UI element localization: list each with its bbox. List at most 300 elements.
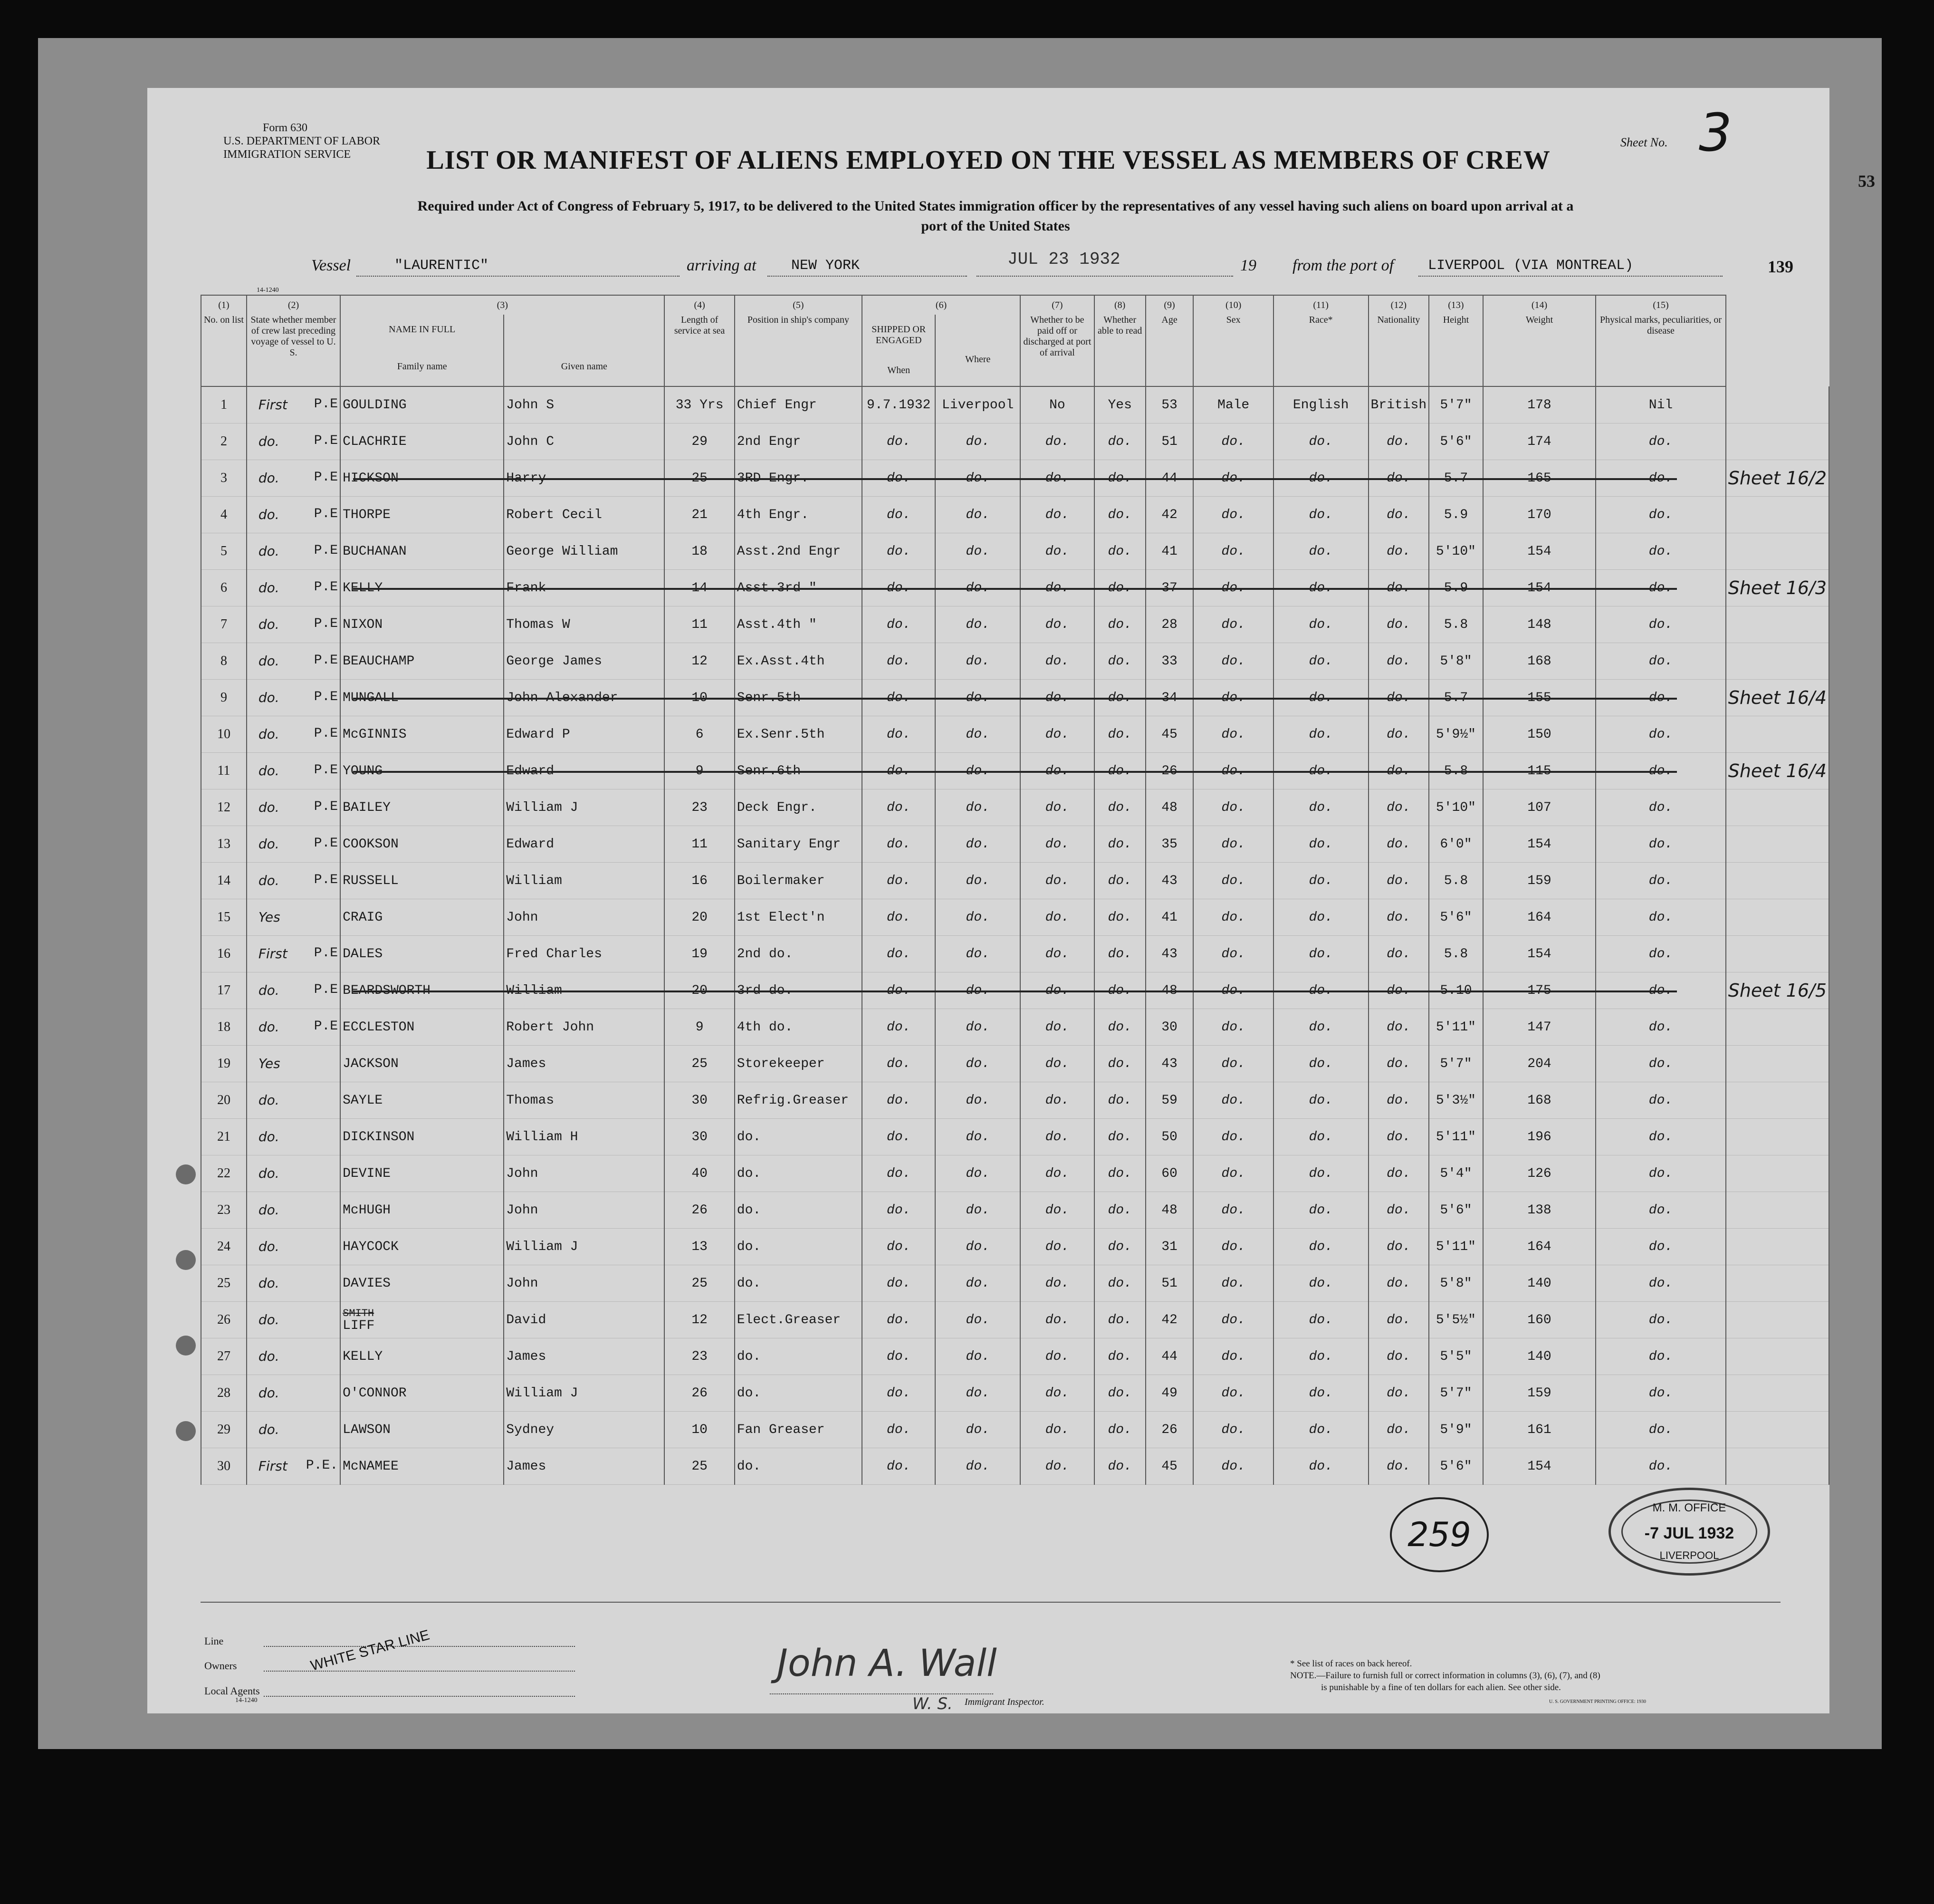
cell-where: Liverpool xyxy=(935,386,1020,423)
cell-remarks xyxy=(1726,716,1829,753)
cell-no: 19 xyxy=(201,1046,247,1082)
cell-height: 5'8" xyxy=(1429,1265,1483,1302)
cell-length: 23 xyxy=(664,789,734,826)
cell-no: 13 xyxy=(201,826,247,863)
cell-state xyxy=(247,423,340,460)
cell-length: 30 xyxy=(664,1119,734,1155)
cell-family: BEAUCHAMP xyxy=(340,643,504,680)
cell-nat: do. xyxy=(1369,716,1429,753)
cell-sex: do. xyxy=(1193,533,1273,570)
header-marks: Physical marks, peculiarities, or disease xyxy=(1596,315,1725,386)
cell-position: 1st Elect'n xyxy=(735,899,862,936)
cell-given: Thomas xyxy=(504,1082,664,1119)
cell-race: do. xyxy=(1273,460,1369,497)
cell-race: do. xyxy=(1273,826,1369,863)
cell-no: 18 xyxy=(201,1009,247,1046)
cell-weight: 164 xyxy=(1483,1229,1596,1265)
cell-length: 25 xyxy=(664,460,734,497)
cell-no: 17 xyxy=(201,972,247,1009)
cell-sex: do. xyxy=(1193,1448,1273,1485)
cell-sex: do. xyxy=(1193,1009,1273,1046)
cell-position: Senr.5th xyxy=(735,680,862,716)
cell-sex: do. xyxy=(1193,643,1273,680)
cell-family: DICKINSON xyxy=(340,1119,504,1155)
cell-state xyxy=(247,936,340,972)
cell-read: do. xyxy=(1094,1338,1146,1375)
state-value: do. xyxy=(258,1311,279,1327)
cell-where: do. xyxy=(935,1448,1020,1485)
cell-when: do. xyxy=(862,1119,935,1155)
pe-mark: P.E. xyxy=(306,1458,338,1473)
cell-state xyxy=(247,1229,340,1265)
cell-length: 12 xyxy=(664,643,734,680)
cell-read: do. xyxy=(1094,497,1146,533)
cell-given: James xyxy=(504,1338,664,1375)
cell-paid: do. xyxy=(1020,423,1094,460)
cell-where: do. xyxy=(935,1265,1020,1302)
header-shipped-engaged: SHIPPED OR ENGAGED xyxy=(871,324,926,346)
signature-underline xyxy=(770,1693,993,1694)
document-subtitle xyxy=(204,196,1787,236)
cell-length: 11 xyxy=(664,606,734,643)
cell-length: 10 xyxy=(664,1412,734,1448)
cell-height: 5'11" xyxy=(1429,1229,1483,1265)
cell-paid: do. xyxy=(1020,863,1094,899)
cell-family: DEVINE xyxy=(340,1155,504,1192)
cell-family: DAVIES xyxy=(340,1265,504,1302)
state-value: do. xyxy=(258,543,279,559)
cell-remarks xyxy=(1726,972,1829,1009)
punch-hole xyxy=(176,1164,196,1184)
cell-when: do. xyxy=(862,1192,935,1229)
cell-state xyxy=(247,826,340,863)
cell-height: 5.8 xyxy=(1429,753,1483,789)
cell-weight: 154 xyxy=(1483,826,1596,863)
cell-sex: do. xyxy=(1193,1046,1273,1082)
cell-state xyxy=(247,570,340,606)
cell-age: 42 xyxy=(1146,497,1194,533)
cell-paid: do. xyxy=(1020,1082,1094,1119)
cell-height: 5'7" xyxy=(1429,386,1483,423)
cell-family: THORPE xyxy=(340,497,504,533)
cell-nat: British xyxy=(1369,386,1429,423)
subtitle-line-1: Required under Act of Congress of February 5, 1917, to be delivered to the United States immigration officer by the representatives of any vessel having such aliens on board upon arrival at a xyxy=(417,198,1574,214)
state-value: do. xyxy=(258,1019,279,1035)
state-value: do. xyxy=(258,616,279,632)
cell-given: Edward xyxy=(504,753,664,789)
crew-row-16 xyxy=(201,936,1829,972)
state-value: do. xyxy=(258,726,279,742)
cell-age: 59 xyxy=(1146,1082,1194,1119)
cell-paid: do. xyxy=(1020,1302,1094,1338)
cell-read: do. xyxy=(1094,423,1146,460)
cell-no: 11 xyxy=(201,753,247,789)
cell-marks: do. xyxy=(1596,1119,1725,1155)
cell-state xyxy=(247,1082,340,1119)
cell-where: do. xyxy=(935,826,1020,863)
cell-given: George James xyxy=(504,643,664,680)
cell-when: do. xyxy=(862,1082,935,1119)
cell-length: 9 xyxy=(664,1009,734,1046)
cell-read: do. xyxy=(1094,1229,1146,1265)
cell-position: 2nd Engr xyxy=(735,423,862,460)
cell-race: do. xyxy=(1273,1229,1369,1265)
cell-no: 15 xyxy=(201,899,247,936)
cell-read: do. xyxy=(1094,533,1146,570)
cell-state xyxy=(247,1448,340,1485)
state-value: do. xyxy=(258,982,279,998)
cell-where: do. xyxy=(935,1009,1020,1046)
cell-given: George William xyxy=(504,533,664,570)
cell-state xyxy=(247,1265,340,1302)
penalty-note-1: NOTE.—Failure to furnish full or correct information in columns (3), (6), (7), and (8) xyxy=(1290,1671,1600,1681)
cell-marks: Nil xyxy=(1596,386,1725,423)
arriving-underline xyxy=(767,276,967,277)
cell-nat: do. xyxy=(1369,1412,1429,1448)
cell-race: do. xyxy=(1273,1082,1369,1119)
cell-where: do. xyxy=(935,570,1020,606)
arriving-port: NEW YORK xyxy=(791,258,860,274)
cell-age: 48 xyxy=(1146,789,1194,826)
colnum-8: (8) xyxy=(1094,295,1146,315)
cell-read: Yes xyxy=(1094,386,1146,423)
cell-state xyxy=(247,863,340,899)
cell-weight: 175 xyxy=(1483,972,1596,1009)
state-value: do. xyxy=(258,470,279,486)
cell-length: 11 xyxy=(664,826,734,863)
cell-position: Deck Engr. xyxy=(735,789,862,826)
cell-family: McNAMEE xyxy=(340,1448,504,1485)
cell-age: 53 xyxy=(1146,386,1194,423)
crew-row-29 xyxy=(201,1412,1829,1448)
cell-remarks xyxy=(1726,497,1829,533)
state-value: do. xyxy=(258,1238,279,1254)
cell-state xyxy=(247,1338,340,1375)
cell-remarks xyxy=(1726,1119,1829,1155)
state-value: do. xyxy=(258,1348,279,1364)
header-height: Height xyxy=(1429,315,1483,386)
crew-row-1 xyxy=(201,386,1829,423)
cell-remarks xyxy=(1726,533,1829,570)
subtitle-line-2: port of the United States xyxy=(921,218,1070,234)
cell-marks: do. xyxy=(1596,1375,1725,1412)
cell-length: 16 xyxy=(664,863,734,899)
cell-remarks xyxy=(1726,1412,1829,1448)
remark-text: Sheet 16/4 xyxy=(1728,760,1827,781)
cell-when: do. xyxy=(862,680,935,716)
cell-age: 42 xyxy=(1146,1302,1194,1338)
cell-sex: do. xyxy=(1193,1082,1273,1119)
header-weight: Weight xyxy=(1483,315,1596,386)
cell-race: do. xyxy=(1273,899,1369,936)
cell-height: 5.8 xyxy=(1429,863,1483,899)
remark-text: Sheet 16/5 xyxy=(1728,980,1827,1001)
cell-race: do. xyxy=(1273,1192,1369,1229)
cell-position: Storekeeper xyxy=(735,1046,862,1082)
cell-position: Ex.Asst.4th xyxy=(735,643,862,680)
cell-given: John Alexander xyxy=(504,680,664,716)
cell-sex: do. xyxy=(1193,1375,1273,1412)
sheet-number: 3 xyxy=(1699,102,1732,163)
cell-paid: do. xyxy=(1020,1009,1094,1046)
cell-state xyxy=(247,460,340,497)
cell-age: 41 xyxy=(1146,899,1194,936)
printer-line: U. S. GOVERNMENT PRINTING OFFICE: 1930 xyxy=(1549,1699,1646,1704)
cell-state xyxy=(247,606,340,643)
cell-no: 9 xyxy=(201,680,247,716)
cell-paid: do. xyxy=(1020,716,1094,753)
cell-remarks xyxy=(1726,423,1829,460)
cell-sex: do. xyxy=(1193,936,1273,972)
state-value: do. xyxy=(258,1202,279,1218)
cell-when: do. xyxy=(862,826,935,863)
cell-height: 5'6" xyxy=(1429,1448,1483,1485)
cell-given: John xyxy=(504,1265,664,1302)
cell-weight: 140 xyxy=(1483,1338,1596,1375)
cell-remarks xyxy=(1726,789,1829,826)
cell-race: do. xyxy=(1273,497,1369,533)
cell-length: 13 xyxy=(664,1229,734,1265)
cell-weight: 161 xyxy=(1483,1412,1596,1448)
cell-nat: do. xyxy=(1369,1192,1429,1229)
cell-age: 44 xyxy=(1146,460,1194,497)
cell-height: 5'7" xyxy=(1429,1046,1483,1082)
cell-position: do. xyxy=(735,1155,862,1192)
cell-family: YOUNG xyxy=(340,753,504,789)
cell-weight: 196 xyxy=(1483,1119,1596,1155)
inspector-label: Immigrant Inspector. xyxy=(965,1697,1044,1707)
white-star-line-stamp: WHITE STAR LINE xyxy=(309,1627,431,1674)
cell-where: do. xyxy=(935,680,1020,716)
vessel-underline xyxy=(356,276,680,277)
cell-read: do. xyxy=(1094,936,1146,972)
cell-race: do. xyxy=(1273,716,1369,753)
cell-no: 12 xyxy=(201,789,247,826)
colnum-12: (12) xyxy=(1369,295,1429,315)
cell-read: do. xyxy=(1094,899,1146,936)
cell-family: MUNGALL xyxy=(340,680,504,716)
stamp-office: M. M. OFFICE xyxy=(1652,1501,1726,1514)
crew-row-4 xyxy=(201,497,1829,533)
header-read: Whether able to read xyxy=(1094,315,1146,386)
cell-given: James xyxy=(504,1046,664,1082)
cell-where: do. xyxy=(935,423,1020,460)
state-value: do. xyxy=(258,1092,279,1108)
cell-position: do. xyxy=(735,1338,862,1375)
cell-paid: do. xyxy=(1020,936,1094,972)
cell-state xyxy=(247,386,340,423)
crew-row-14 xyxy=(201,863,1829,899)
cell-marks: do. xyxy=(1596,423,1725,460)
cell-family: BUCHANAN xyxy=(340,533,504,570)
cell-weight: 174 xyxy=(1483,423,1596,460)
colnum-11: (11) xyxy=(1273,295,1369,315)
cell-remarks xyxy=(1726,570,1829,606)
cell-where: do. xyxy=(935,460,1020,497)
header-where xyxy=(935,315,1020,386)
crew-row-18 xyxy=(201,1009,1829,1046)
cell-family: DALES xyxy=(340,936,504,972)
cell-height: 5'4" xyxy=(1429,1155,1483,1192)
cell-read: do. xyxy=(1094,643,1146,680)
crew-row-25 xyxy=(201,1265,1829,1302)
crew-row-22 xyxy=(201,1155,1829,1192)
cell-read: do. xyxy=(1094,1302,1146,1338)
pe-mark: P.E xyxy=(314,653,338,668)
pe-mark: P.E xyxy=(314,470,338,485)
cell-when: do. xyxy=(862,497,935,533)
cell-nat: do. xyxy=(1369,863,1429,899)
cell-given: Harry xyxy=(504,460,664,497)
cell-remarks xyxy=(1726,643,1829,680)
cell-where: do. xyxy=(935,899,1020,936)
cell-sex: do. xyxy=(1193,1265,1273,1302)
cell-remarks xyxy=(1726,1375,1829,1412)
cell-sex: do. xyxy=(1193,826,1273,863)
cell-given: William xyxy=(504,972,664,1009)
pe-mark: P.E xyxy=(314,543,338,558)
cell-paid: do. xyxy=(1020,533,1094,570)
vessel-name: "LAURENTIC" xyxy=(394,258,489,274)
cell-race: do. xyxy=(1273,753,1369,789)
cell-sex: do. xyxy=(1193,1155,1273,1192)
cell-nat: do. xyxy=(1369,1265,1429,1302)
pe-mark: P.E xyxy=(314,689,338,704)
crew-row-5 xyxy=(201,533,1829,570)
cell-sex: do. xyxy=(1193,570,1273,606)
cell-nat: do. xyxy=(1369,606,1429,643)
crew-manifest-table xyxy=(201,295,1829,1485)
cell-weight: 107 xyxy=(1483,789,1596,826)
cell-length: 25 xyxy=(664,1046,734,1082)
cell-family: HAYCOCK xyxy=(340,1229,504,1265)
state-value: do. xyxy=(258,579,279,596)
cell-age: 43 xyxy=(1146,863,1194,899)
cell-sex: do. xyxy=(1193,1229,1273,1265)
cell-weight: 150 xyxy=(1483,716,1596,753)
cell-age: 50 xyxy=(1146,1119,1194,1155)
punch-hole xyxy=(176,1250,196,1270)
crew-row-21 xyxy=(201,1119,1829,1155)
cell-read: do. xyxy=(1094,826,1146,863)
cell-position: Asst.4th " xyxy=(735,606,862,643)
state-value: do. xyxy=(258,1165,279,1181)
cell-marks: do. xyxy=(1596,606,1725,643)
cell-marks: do. xyxy=(1596,716,1725,753)
cell-no: 2 xyxy=(201,423,247,460)
cell-remarks xyxy=(1726,1229,1829,1265)
cell-marks: do. xyxy=(1596,972,1725,1009)
cell-paid: do. xyxy=(1020,789,1094,826)
cell-age: 41 xyxy=(1146,533,1194,570)
crew-row-19 xyxy=(201,1046,1829,1082)
cell-state xyxy=(247,680,340,716)
cell-when: do. xyxy=(862,606,935,643)
cell-read: do. xyxy=(1094,716,1146,753)
cell-paid: do. xyxy=(1020,1375,1094,1412)
cell-marks: do. xyxy=(1596,1192,1725,1229)
cell-length: 20 xyxy=(664,972,734,1009)
cell-no: 20 xyxy=(201,1082,247,1119)
pe-mark: P.E xyxy=(314,726,338,741)
cell-sex: do. xyxy=(1193,716,1273,753)
cell-state xyxy=(247,1412,340,1448)
crew-rows xyxy=(201,386,1829,1485)
cell-family-name xyxy=(340,1302,504,1338)
cell-read: do. xyxy=(1094,1046,1146,1082)
cell-remarks xyxy=(1726,936,1829,972)
cell-position: do. xyxy=(735,1265,862,1302)
cell-weight: 140 xyxy=(1483,1265,1596,1302)
cell-length: 29 xyxy=(664,423,734,460)
cell-family: RUSSELL xyxy=(340,863,504,899)
cell-given: Thomas W xyxy=(504,606,664,643)
cell-paid: do. xyxy=(1020,497,1094,533)
cell-no: 10 xyxy=(201,716,247,753)
crew-row-12 xyxy=(201,789,1829,826)
pe-mark: P.E xyxy=(314,762,338,778)
cell-marks: do. xyxy=(1596,533,1725,570)
state-value: do. xyxy=(258,799,279,815)
cell-where: do. xyxy=(935,1155,1020,1192)
pe-mark: P.E xyxy=(314,836,338,851)
colnum-14: (14) xyxy=(1483,295,1596,315)
state-value: do. xyxy=(258,1128,279,1144)
cell-nat: do. xyxy=(1369,1302,1429,1338)
header-paid-off: Whether to be paid off or discharged at port of arrival xyxy=(1020,315,1094,386)
arriving-label: arriving at xyxy=(687,257,756,274)
cell-nat: do. xyxy=(1369,972,1429,1009)
cell-read: do. xyxy=(1094,1448,1146,1485)
cell-read: do. xyxy=(1094,1412,1146,1448)
cell-marks: do. xyxy=(1596,1338,1725,1375)
family-name: LIFF xyxy=(343,1318,375,1333)
cell-paid: do. xyxy=(1020,826,1094,863)
cell-nat: do. xyxy=(1369,1338,1429,1375)
cell-position: Senr.6th xyxy=(735,753,862,789)
cell-paid: do. xyxy=(1020,570,1094,606)
cell-remarks xyxy=(1726,386,1829,423)
cell-age: 45 xyxy=(1146,716,1194,753)
cell-age: 34 xyxy=(1146,680,1194,716)
cell-paid: do. xyxy=(1020,972,1094,1009)
cell-marks: do. xyxy=(1596,826,1725,863)
cell-given: David xyxy=(504,1302,664,1338)
cell-weight: 170 xyxy=(1483,497,1596,533)
cell-state xyxy=(247,1375,340,1412)
footer-owners-label: Owners xyxy=(204,1660,237,1672)
cell-paid: do. xyxy=(1020,643,1094,680)
cell-sex: do. xyxy=(1193,497,1273,533)
colnum-15: (15) xyxy=(1596,295,1725,315)
remark-text: Sheet 16/2 xyxy=(1728,468,1827,489)
circled-number: 259 xyxy=(1390,1497,1489,1572)
cell-remarks xyxy=(1726,1192,1829,1229)
crew-row-30 xyxy=(201,1448,1829,1485)
cell-paid: do. xyxy=(1020,1046,1094,1082)
cell-age: 60 xyxy=(1146,1155,1194,1192)
from-port-underline xyxy=(1418,276,1723,277)
cell-age: 28 xyxy=(1146,606,1194,643)
cell-state xyxy=(247,1119,340,1155)
cell-marks: do. xyxy=(1596,1302,1725,1338)
cell-given: Robert Cecil xyxy=(504,497,664,533)
cell-marks: do. xyxy=(1596,863,1725,899)
state-value: First xyxy=(258,396,287,413)
cell-paid: do. xyxy=(1020,1338,1094,1375)
cell-height: 5.9 xyxy=(1429,497,1483,533)
cell-length: 12 xyxy=(664,1302,734,1338)
